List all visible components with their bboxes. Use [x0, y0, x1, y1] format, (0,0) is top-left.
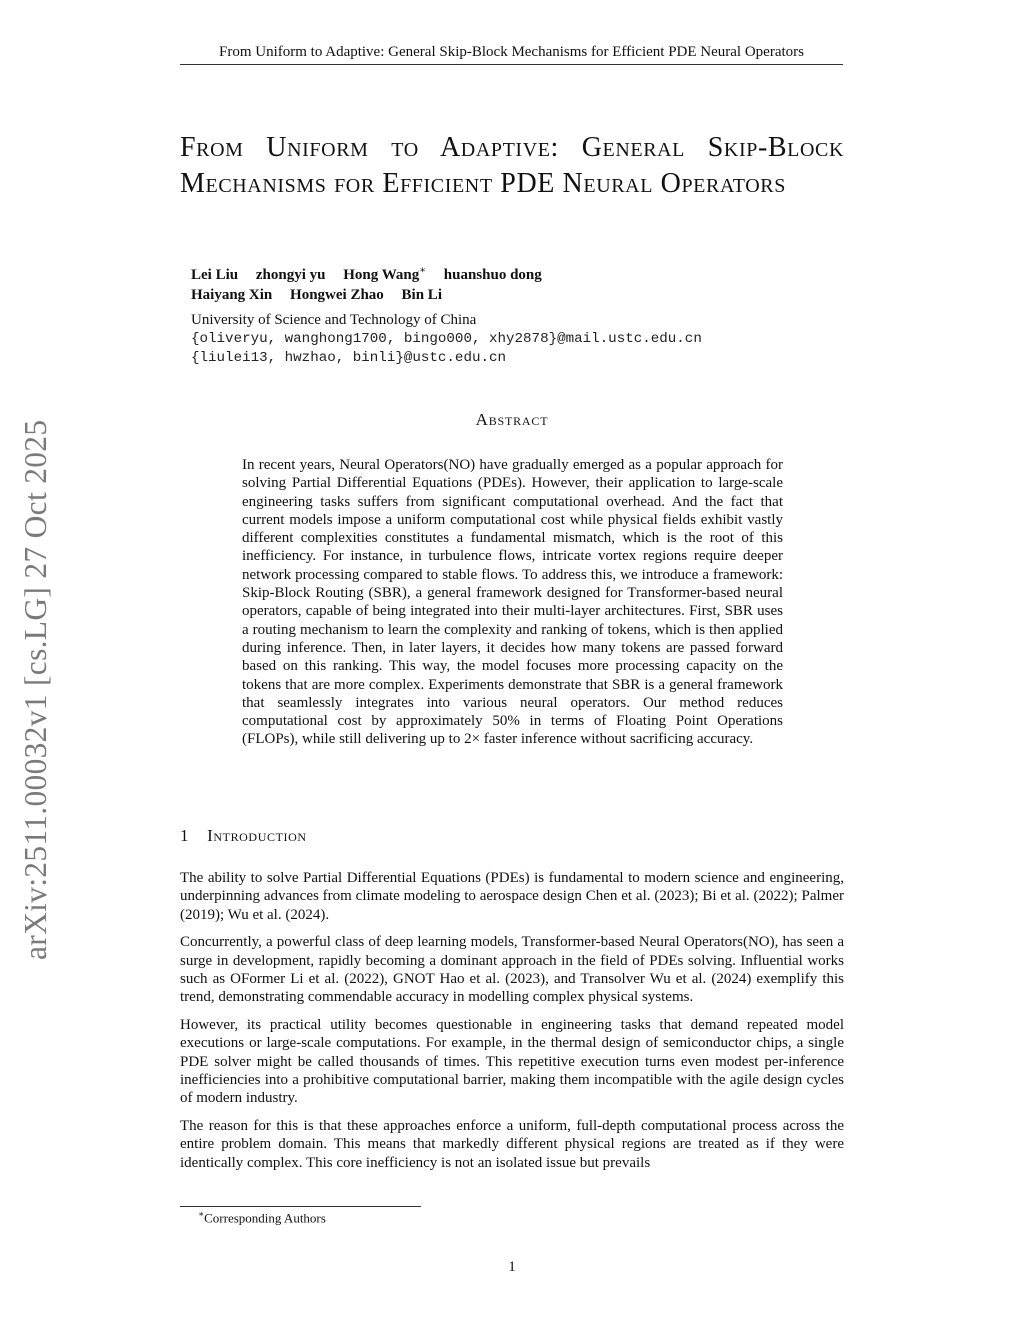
author-line-1 [191, 261, 831, 285]
footnote-divider [180, 1206, 421, 1207]
paragraph: However, its practical utility becomes questionable in engineering tasks that demand repeated model executions or large-scale computations. For example, in the thermal design of semiconductor chips, a single PDE solver might be called thousands of times. This repetitive execution turns even modest per-inference inefficiencies into a prohibitive computational barrier, making them incompatible with the agile design cycles of modern industry. [180, 1016, 844, 1107]
section-heading [180, 826, 307, 846]
footnote [198, 1209, 326, 1226]
email-line[interactable]: {liulei13, hwzhao, binli}@ustc.edu.cn [191, 350, 507, 366]
page-number: 1 [508, 1259, 516, 1275]
author-name: zhongyi yu [255, 267, 326, 283]
arxiv-identifier[interactable]: arXiv:2511.00032v1 [cs.LG] 27 Oct 2025 [18, 419, 53, 960]
abstract-heading: Abstract [475, 410, 549, 429]
section-title: Introduction [207, 826, 307, 845]
abstract-text: In recent years, Neural Operators(NO) have gradually emerged as a popular approach for solving Partial Differential Equations (PDEs). However, their application to large-scale engineering tasks suffers from significant computational overhead. And the fact that current models impose a uniform computational cost while physical fields exhibit vastly different complexities constitutes a fundamental mismatch, which is the root of this inefficiency. For instance, in turbulence flows, intricate vortex regions require deeper network processing compared to stable flows. To address this, we introduce a framework: Skip-Block Routing (SBR), a general framework designed for Transformer-based neural operators, capable of being integrated into their multi-layer architectures. First, SBR uses a routing mechanism to learn the complexity and ranking of tokens, which is then applied during inference. Then, in later layers, it decides how many tokens are passed forward based on this ranking. This way, the model focuses more processing capacity on the tokens that are more complex. Experiments demonstrate that SBR is a general framework that seamlessly integrates into various neural operators. Our method reduces computational cost by approximately 50% in terms of Floating Point Operations (FLOPs), while still delivering up to 2× faster inference without sacrificing accuracy. [242, 457, 783, 748]
running-header: From Uniform to Adaptive: General Skip-Block Mechanisms for Efficient PDE Neural Operators [180, 44, 843, 65]
corresponding-mark: ∗ [419, 265, 427, 276]
paragraph: The reason for this is that these approaches enforce a uniform, full-depth computational process across the entire problem domain. This means that markedly different physical regions are treated as if they were identically complex. This core inefficiency is not an isolated issue but prevails [180, 1117, 844, 1171]
email-line[interactable]: {oliveryu, wanghong1700, bingo000, xhy2878}@mail.ustc.edu.cn [191, 331, 702, 347]
footnote-text: Corresponding Authors [204, 1210, 326, 1226]
section-number: 1 [180, 826, 190, 845]
introduction-body [180, 869, 844, 1181]
author-name: Lei Liu [191, 267, 239, 283]
author-block [191, 261, 831, 368]
author-name: Bin Li [401, 287, 442, 303]
paragraph: The ability to solve Partial Differential Equations (PDEs) is fundamental to modern science and engineering, underpinning advances from climate modeling to aerospace design Chen et al. (2023); Bi et al. (2022); Palmer (2019); Wu et al. (2024). [180, 870, 844, 923]
author-name: huanshuo dong [443, 267, 542, 283]
author-name: Haiyang Xin [191, 287, 273, 303]
affiliation: University of Science and Technology of China [191, 312, 477, 328]
author-name: Hong Wang∗ [343, 265, 427, 283]
author-line-2 [191, 285, 831, 309]
footnote-mark: ∗ [198, 1209, 205, 1219]
author-name: Hongwei Zhao [290, 287, 384, 303]
paragraph: Concurrently, a powerful class of deep learning models, Transformer-based Neural Operators(NO), has seen a surge in development, rapidly becoming a dominant approach in the field of PDEs solving. Influential works such as OFormer Li et al. (2022), GNOT Hao et al. (2023), and Transolver Wu et al. (2024) exemplify this trend, demonstrating commendable accuracy in modelling complex physical systems. [180, 934, 844, 1006]
paper-title: From Uniform to Adaptive: General Skip-Block Mechanisms for Efficient PDE Neural Operators [180, 132, 844, 199]
